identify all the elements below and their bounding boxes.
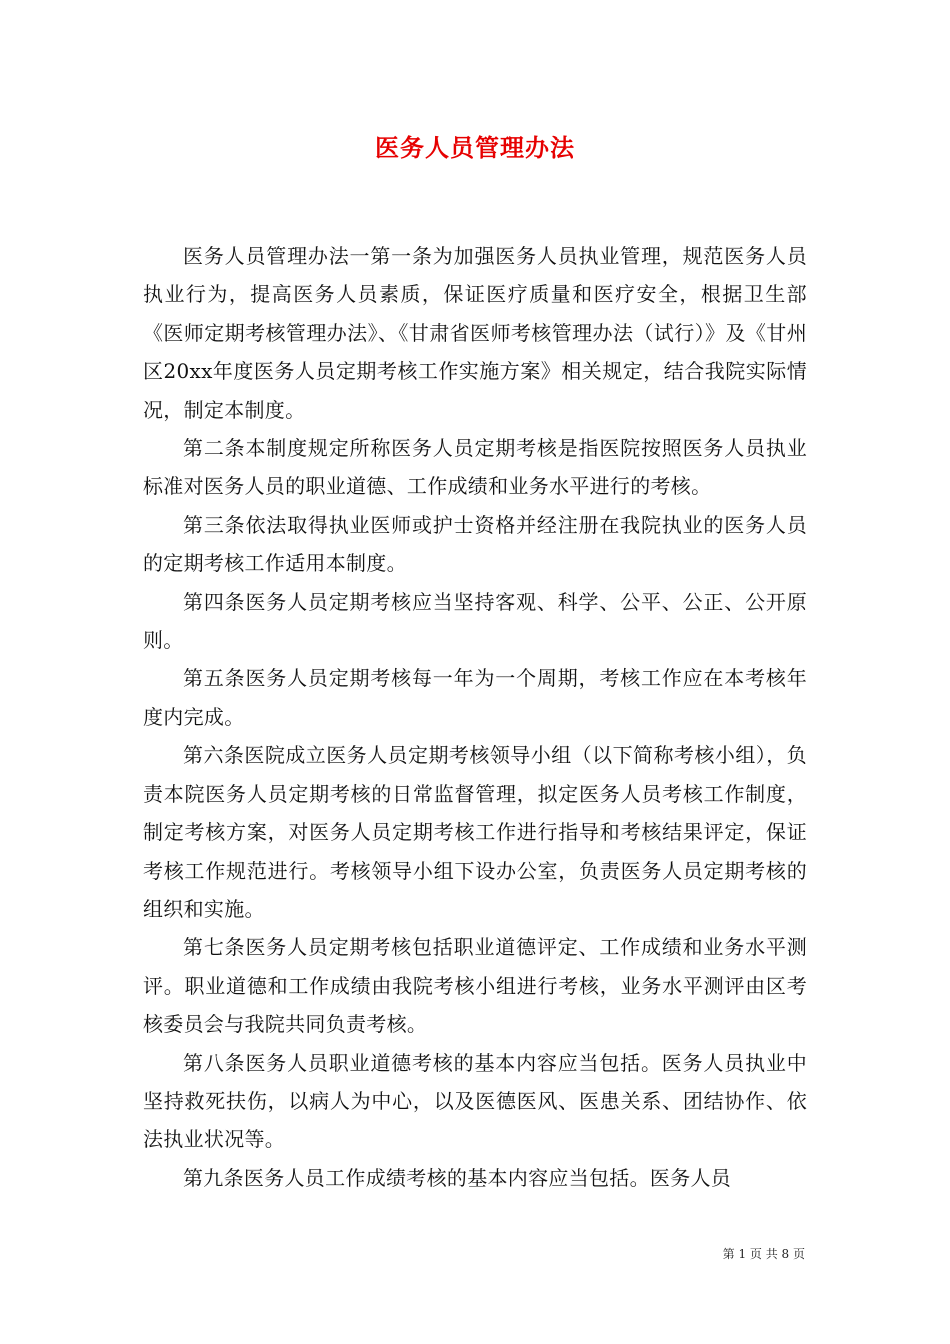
document-title: 医务人员管理办法 [375, 133, 575, 162]
paragraph: 第七条医务人员定期考核包括职业道德评定、工作成绩和业务水平测评。职业道德和工作成绩由我院考核小组进行考核，业务水平测评由区考核委员会与我院共同负责考核。 [143, 935, 807, 1037]
paragraph: 第六条医院成立医务人员定期考核领导小组（以下简称考核小组），负责本院医务人员定期考核的日常监督管理，拟定医务人员考核工作制度，制定考核方案，对医务人员定期考核工作进行指导和考核结果评定，保证考核工作规范进行。考核领导小组下设办公室，负责医务人员定期考核的组织和实施。 [143, 743, 807, 921]
paragraph: 第八条医务人员职业道德考核的基本内容应当包括。医务人员执业中坚持救死扶伤，以病人为中心，以及医德医风、医患关系、团结协作、依法执业状况等。 [143, 1050, 807, 1152]
paragraph: 第三条依法取得执业医师或护士资格并经注册在我院执业的医务人员的定期考核工作适用本制度。 [143, 512, 807, 576]
document-body [143, 237, 807, 1197]
paragraph: 第五条医务人员定期考核每一年为一个周期，考核工作应在本考核年度内完成。 [143, 666, 807, 729]
paragraph: 医务人员管理办法一第一条为加强医务人员执业管理，规范医务人员执业行为，提高医务人员素质，保证医疗质量和医疗安全，根据卫生部《医师定期考核管理办法》、《甘肃省医师考核管理办法（试行）》及《甘州区20xx年度医务人员定期考核工作实施方案》相关规定，结合我院实际情况，制定本制度。 [143, 244, 807, 422]
paragraph: 第四条医务人员定期考核应当坚持客观、科学、公平、公正、公开原则。 [143, 589, 807, 653]
paragraph: 第九条医务人员工作成绩考核的基本内容应当包括。医务人员 [183, 1165, 732, 1190]
paragraph: 第二条本制度规定所称医务人员定期考核是指医院按照医务人员执业标准对医务人员的职业道德、工作成绩和业务水平进行的考核。 [143, 436, 807, 499]
page-number-footer: 第 1 页 共 8 页 [722, 1247, 805, 1261]
